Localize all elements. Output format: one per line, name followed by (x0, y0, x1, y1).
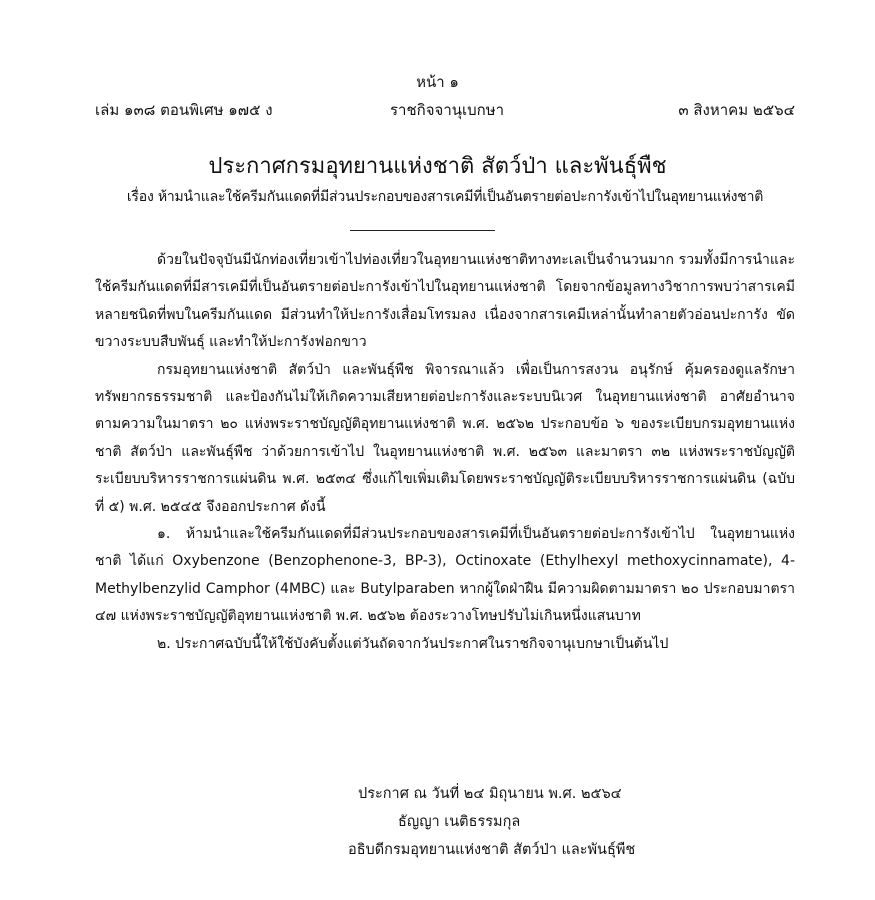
title-divider (350, 230, 495, 231)
clause-2: ๒. ประกาศฉบับนี้ให้ใช้บังคับตั้งแต่วันถัดจากวันประกาศในราชกิจจานุเบกษาเป็นต้นไป (157, 635, 669, 652)
gazette-header (95, 98, 795, 122)
paragraph-background: ด้วยในปัจจุบันมีนักท่องเที่ยวเข้าไปท่องเที่ยวในอุทยานแห่งชาติทางทะเลเป็นจำนวนมาก รวมทั้งมีการนำและใช้ครีมกันแดดที่มีสารเคมีที่เป็นอันตรายต่อปะการังเข้าไปในอุทยานแห่งชาติ โดยจากข้อมูลทางวิชาการพบว่าสารเคมีหลายชนิดที่พบในครีมกันแดด มีส่วนทำให้ปะการังเสื่อมโทรมลง เนื่องจากสารเคมีเหล่านั้นทำลายตัวอ่อนปะการัง ขัดขวางระบบสืบพันธุ์ และทำให้ปะการังฟอกขาว (95, 252, 795, 351)
clause-1: ๑. ห้ามนำและใช้ครีมกันแดดที่มีส่วนประกอบของสารเคมีที่เป็นอันตรายต่อปะการังเข้าไป ในอุทยานแห่งชาติ ได้แก่ Oxybenzone (Benzophenone-3, BP-3), Octinoxate (Ethylhexyl methoxycinnamate), 4-Methylbenzylid Camphor (4MBC) และ Butylparaben หากผู้ใดฝ่าฝืน มีความผิดตามมาตรา ๒๐ ประกอบมาตรา ๔๗ แห่งพระราชบัญญัติอุทยานแห่งชาติ พ.ศ. ๒๕๖๒ ต้องระวางโทษปรับไม่เกินหนึ่งแสนบาท (95, 526, 795, 625)
gazette-name: ราชกิจจานุเบกษา (390, 101, 505, 119)
paragraph-authority: กรมอุทยานแห่งชาติ สัตว์ป่า และพันธุ์พืช พิจารณาแล้ว เพื่อเป็นการสงวน อนุรักษ์ คุ้มครองดูแลรักษาทรัพยากรธรรมชาติ และป้องกันไม่ให้เกิดความเสียหายต่อปะการังและระบบนิเวศ ในอุทยานแห่งชาติ อาศัยอำนาจตามความในมาตรา ๒๐ แห่งพระราชบัญญัติอุทยานแห่งชาติ พ.ศ. ๒๕๖๒ ประกอบข้อ ๖ ของระเบียบกรมอุทยานแห่งชาติ สัตว์ป่า และพันธุ์พืช ว่าด้วยการเข้าไป ในอุทยานแห่งชาติ พ.ศ. ๒๕๖๓ และมาตรา ๓๒ แห่งพระราชบัญญัติระเบียบบริหารราชการแผ่นดิน พ.ศ. ๒๕๓๔ ซึ่งแก้ไขเพิ่มเติมโดยพระราชบัญญัติระเบียบบริหารราชการแผ่นดิน (ฉบับที่ ๕) พ.ศ. ๒๕๔๕ จึงออกประกาศ ดังนี้ (95, 361, 795, 515)
announcement-title: ประกาศกรมอุทยานแห่งชาติ สัตว์ป่า และพันธุ์พืช (208, 154, 667, 179)
announcement-date: ประกาศ ณ วันที่ ๒๔ มิถุนายน พ.ศ. ๒๕๖๔ (358, 786, 622, 802)
announcement-subject: เรื่อง ห้ามนำและใช้ครีมกันแดดที่มีส่วนประกอบของสารเคมีที่เป็นอันตรายต่อปะการังเข้าไปในอุทยานแห่งชาติ (126, 189, 764, 205)
signer-title: อธิบดีกรมอุทยานแห่งชาติ สัตว์ป่า และพันธุ์พืช (348, 842, 636, 858)
signature-block (330, 780, 730, 864)
page-number: หน้า ๑ (416, 73, 459, 91)
announcement-body (95, 247, 795, 658)
volume-issue: เล่ม ๑๓๘ ตอนพิเศษ ๑๗๕ ง (95, 101, 273, 119)
publication-date: ๓ สิงหาคม ๒๕๖๔ (678, 101, 795, 119)
signer-name: ธัญญา เนติธรรมกุล (398, 814, 521, 830)
